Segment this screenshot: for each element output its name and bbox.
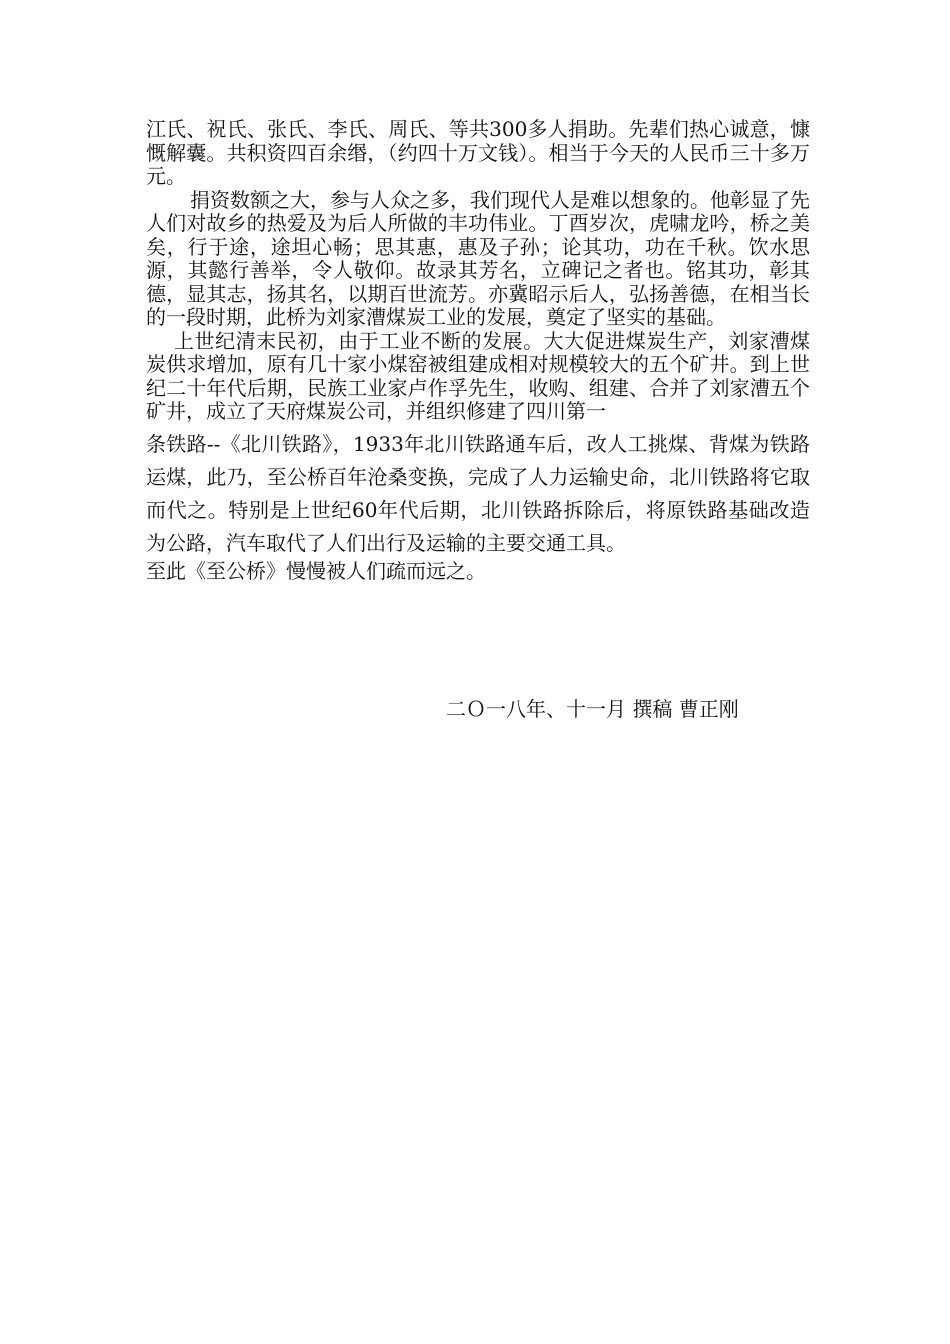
paragraph-railway: 条铁路--《北川铁路》，1933年北川铁路通车后，改人工挑煤、背煤为铁路运煤，此乃，至公桥百年沧桑变换，完成了人力运输史命，北川铁路将它取而代之。特别是上世纪60年代后期，北川铁路拆除后，将原铁路基础改造为公路，汽车取代了人们出行及运输的主要交通工具。 xyxy=(146,431,810,555)
paragraph-history: 上世纪清末民初，由于工业不断的发展。大大促进煤炭生产，刘家漕煤炭供求增加，原有几十家小煤窑被组建成相对规模较大的五个矿井。到上世纪二十年代后期，民族工业家卢作孚先生，收购、组建、合并了刘家漕五个矿井，成立了天府煤炭公司，并组织修建了四川第一 xyxy=(146,328,810,423)
signature-line: 二Ｏ一八年、十一月 撰稿 曹正刚 xyxy=(446,697,739,721)
document-body xyxy=(146,118,810,583)
paragraph-conclusion: 至此《至公桥》慢慢被人们疏而远之。 xyxy=(146,558,486,583)
paragraph-donors: 江氏、祝氏、张氏、李氏、周氏、等共300多人捐助。先辈们热心诚意，慷慨解囊。共积资四百余缗，（约四十万文钱）。相当于今天的人民币三十多万元。 xyxy=(146,117,810,188)
paragraph-significance: 捐资数额之大，参与人众之多，我们现代人是难以想象的。他彰显了先人们对故乡的热爱及为后人所做的丰功伟业。丁酉岁次，虎啸龙吟，桥之美矣，行于途，途坦心畅；思其惠，惠及子孙；论其功，功在千秋。饮水思源，其懿行善举，令人敬仰。故录其芳名，立碑记之者也。铭其功，彰其德，显其志，扬其名，以期百世流芳。亦冀昭示后人，弘扬善德，在相当长的一段时期，此桥为刘家漕煤炭工业的发展，奠定了坚实的基础。 xyxy=(146,187,810,329)
